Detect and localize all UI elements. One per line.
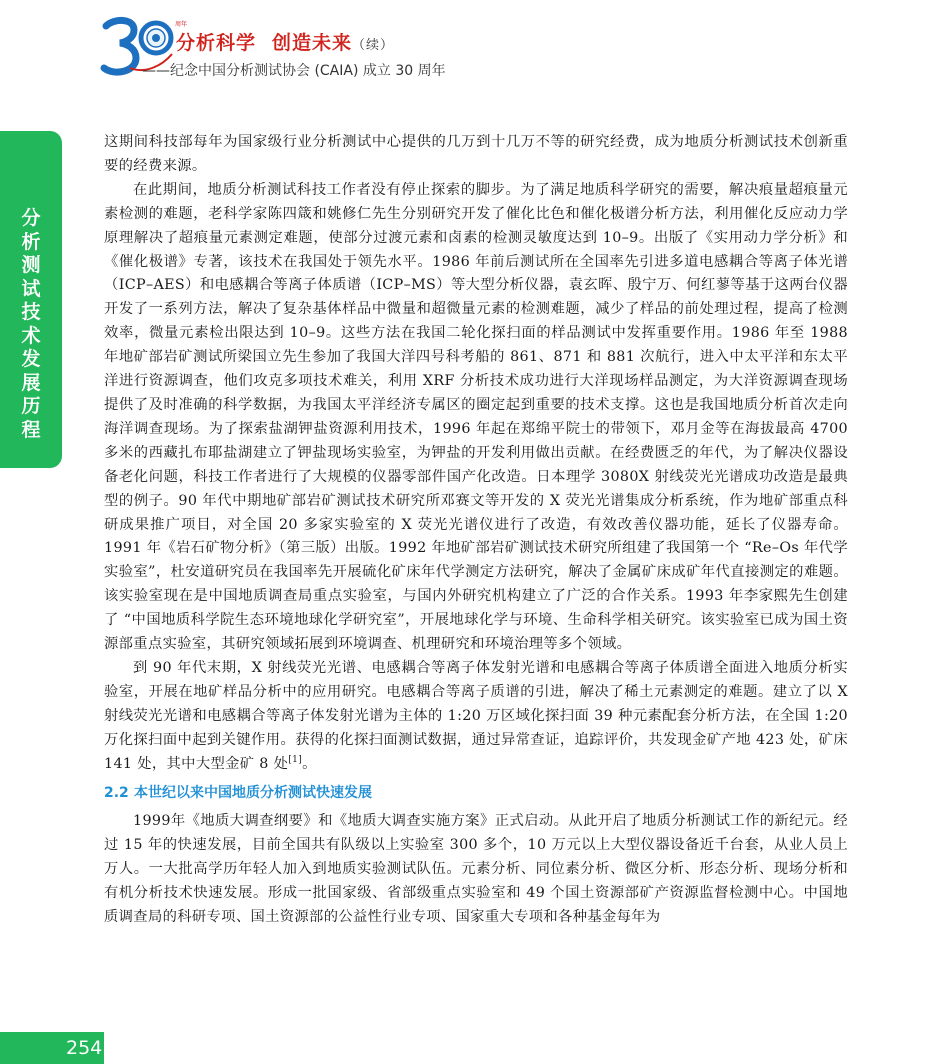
main-content — [104, 131, 848, 930]
section-title: 本世纪以来中国地质分析测试快速发展 — [134, 785, 372, 802]
paragraph-2: 在此期间，地质分析测试科技工作者没有停止探索的脚步。为了满足地质科学研究的需要，解决痕量超痕量元素检测的难题，老科学家陈四箴和姚修仁先生分别研究开发了催化比色和催化极谱分析方法，利用催化反应动力学原理解决了超痕量元素测定难题，使部分过渡元素和卤素的检测灵敏度达到 10–9。出版了《实用动力学分析》和《催化极谱》专著，该技术在我国处于领先水平。1986 年前后测试所在全国率先引进多道电感耦合等离子体光谱（ICP–AES）和电感耦合等离子体质谱（ICP–MS）等大型分析仪器，袁玄晖、殷宁万、何红蓼等基于这两台仪器开发了一系列方法，解决了复杂基体样品中微量和超微量元素的检测难题，减少了样品的前处理过程，提高了检测效率，微量元素检出限达到 10–9。这些方法在我国二轮化探扫面的样品测试中发挥重要作用。1986 年至 1988 年地矿部岩矿测试所梁国立先生参加了我国大洋四号科考船的 861、871 和 881 次航行，进入中太平洋和东太平洋进行资源调查，他们攻克多项技术难关，利用 XRF 分析技术成功进行大洋现场样品测定，为大洋资源调查现场提供了及时准确的科学数据，为我国太平洋经济专属区的圈定起到重要的技术支撑。这也是我国地质分析首次走向海洋调查现场。为了探索盐湖钾盐资源利用技术，1996 年起在郑绵平院士的带领下，邓月金等在海拔最高 4700 多米的西藏扎布耶盐湖建立了钾盐现场实验室，为钾盐的开发利用做出贡献。在经费匮乏的年代，为了解决仪器设备老化问题，科技工作者进行了大规模的仪器零部件国产化改造。日本理学 3080X 射线荧光光谱成功改造是最典型的例子。90 年代中期地矿部岩矿测试技术研究所邓赛文等开发的 X 荧光光谱集成分析系统，作为地矿部重点科研成果推广项目，对全国 20 多家实验室的 X 荧光光谱仪进行了改造，有效改善仪器功能，延长了仪器寿命。1991 年《岩石矿物分析》（第三版）出版。1992 年地矿部岩矿测试技术研究所组建了我国第一个 “Re–Os 年代学实验室”，杜安道研究员在我国率先开展硫化矿床年代学测定方法研究，解决了金属矿床成矿年代直接测定的难题。该实验室现在是中国地质调查局重点实验室，与国内外研究机构建立了广泛的合作关系。1993 年李家熙先生创建了 “中国地质科学院生态环境地球化学研究室”，开展地球化学与环境、生命科学相关研究。该实验室已成为国土资源部重点实验室，其研究领域拓展到环境调查、机理研究和环境治理等多个领域。 — [104, 181, 848, 653]
paragraph-3-end: 。 — [302, 755, 317, 772]
section-heading — [104, 784, 848, 802]
citation-reference: [1] — [288, 754, 303, 765]
page-number-box — [0, 1032, 104, 1064]
slogan-part-2: 创造未来 — [272, 32, 353, 54]
slogan-suffix: （续） — [352, 38, 395, 53]
section-number: 2.2 — [104, 785, 129, 802]
header-subtitle: ——纪念中国分析测试协会 (CAIA) 成立 30 周年 — [142, 63, 446, 79]
section-paragraph: 1999年《地质大调查纲要》和《地质大调查实施方案》正式启动。从此开启了地质分析测试工作的新纪元。经过 15 年的快速发展，目前全国共有队级以上实验室 300 多个，10 万元以上大型仪器设备近千台套，从业人员上万人。一大批高学历年轻人加入到地质实验测试队伍。元素分析、同位素分析、微区分析、形态分析、现场分析和有机分析技术快速发展。形成一批国家级、省部级重点实验室和 49 个国土资源部矿产资源监督检测中心。中国地质调查局的科研专项、国土资源部的公益性行业专项、国家重大专项和各种基金每年为 — [104, 813, 848, 926]
slogan — [176, 28, 394, 55]
page-number: 254 — [66, 1037, 103, 1059]
paragraph-3 — [104, 657, 848, 777]
paragraph-1: 这期间科技部每年为国家级行业分析测试中心提供的几万到十几万不等的研究经费，成为地质分析测试技术创新重要的经费来源。 — [104, 134, 848, 174]
paragraph-3-text: 到 90 年代末期，X 射线荧光光谱、电感耦合等离子体发射光谱和电感耦合等离子体质谱全面进入地质分析实验室，开展在地矿样品分析中的应用研究。电感耦合等离子质谱的引进，解决了稀土元素测定的难题。建立了以 X 射线荧光光谱和电感耦合等离子体发射光谱为主体的 1:20 万区域化探扫面 39 种元素配套分析方法，在全国 1:20 万化探扫面中起到关键作用。获得的化探扫面测试数据，通过异常查证，追踪评价，共发现金矿产地 423 处，矿床 141 处，其中大型金矿 8 处 — [104, 659, 848, 772]
page-header — [0, 0, 945, 90]
chapter-side-tab-label: 分析测试技术发展历程 — [21, 207, 41, 441]
anniversary-mark: 周年 — [175, 21, 188, 28]
slogan-part-1: 分析科学 — [176, 32, 257, 54]
